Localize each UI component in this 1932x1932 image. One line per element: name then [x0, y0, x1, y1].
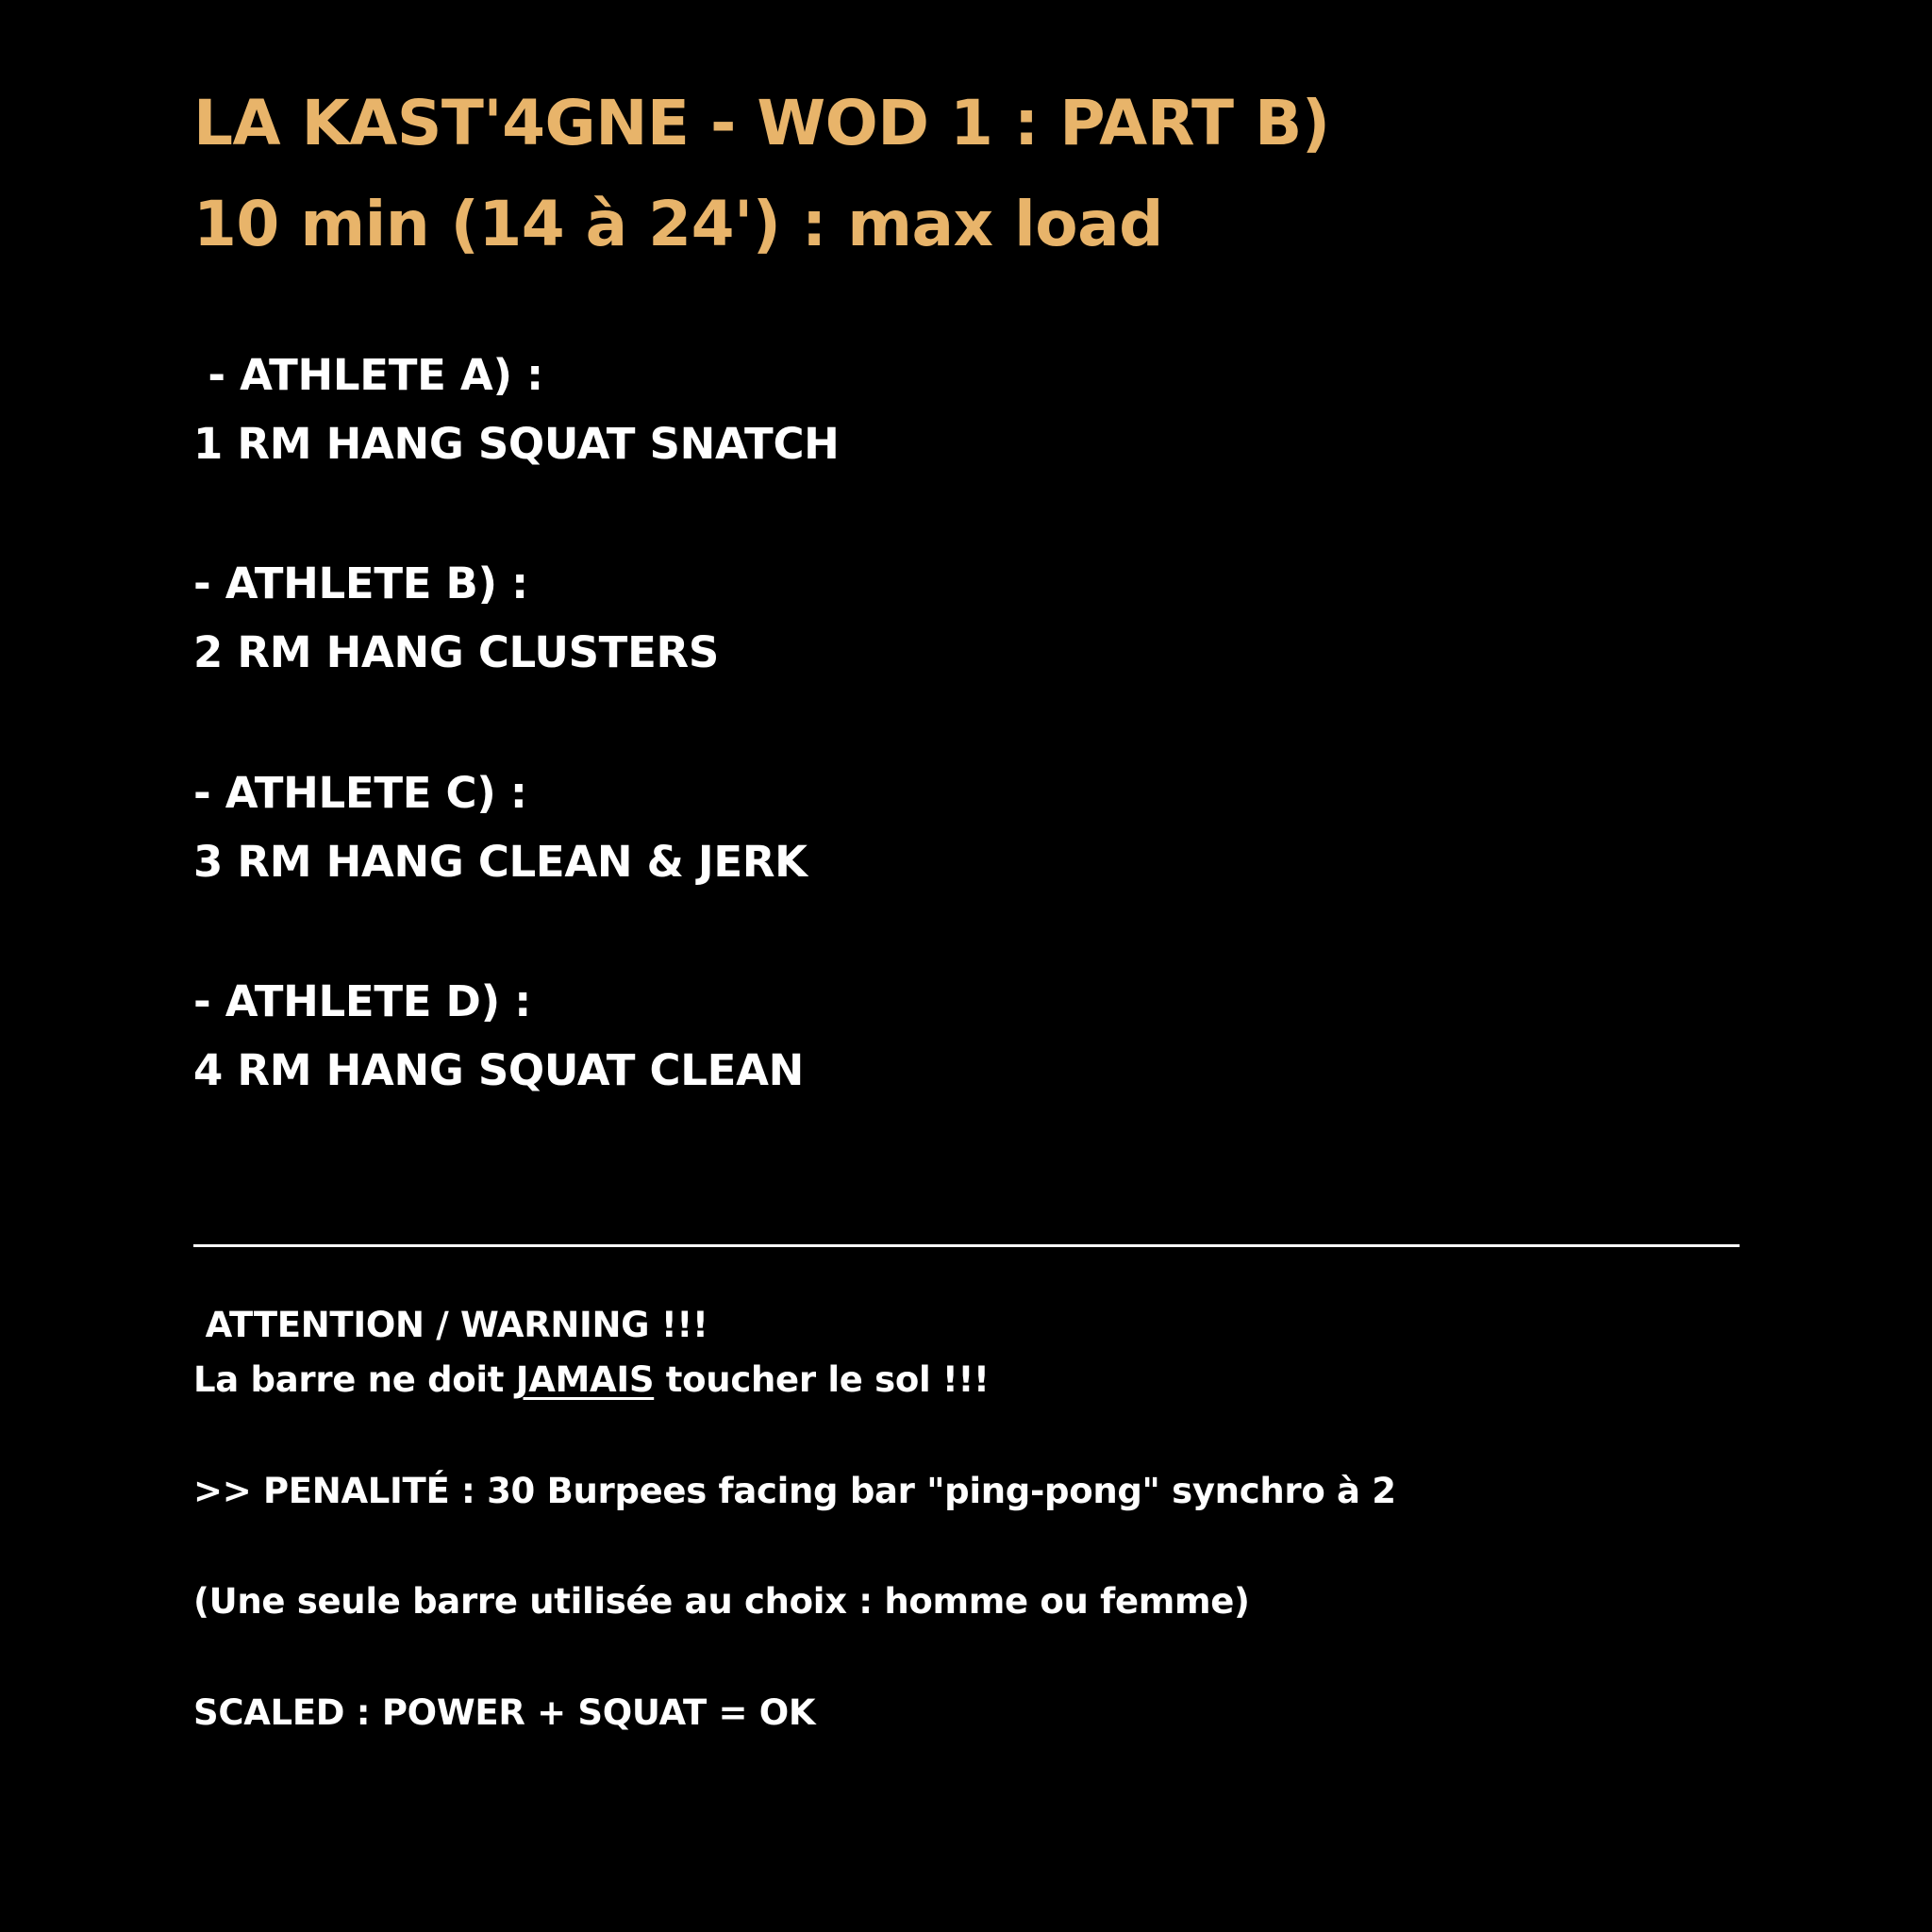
bar-note: (Une seule barre utilisée au choix : homme ou femme) — [193, 1581, 1250, 1622]
athlete-c-label: - ATHLETE C) : — [193, 768, 527, 818]
athlete-d-task: 4 RM HANG SQUAT CLEAN — [193, 1045, 804, 1095]
athlete-a-task: 1 RM HANG SQUAT SNATCH — [193, 419, 840, 469]
athlete-c-task: 3 RM HANG CLEAN & JERK — [193, 837, 808, 887]
scaled-note: SCALED : POWER + SQUAT = OK — [193, 1692, 816, 1733]
penalty-text: >> PENALITÉ : 30 Burpees facing bar "ping-pong" synchro à 2 — [193, 1471, 1396, 1511]
warning-rule-after: toucher le sol !!! — [654, 1359, 990, 1400]
athlete-d-label: - ATHLETE D) : — [193, 976, 531, 1026]
title-line-1: LA KAST'4GNE - WOD 1 : PART B) — [193, 87, 1330, 159]
athlete-a-label: - ATHLETE A) : — [193, 350, 543, 400]
warning-rule-before: La barre ne doit — [193, 1359, 516, 1400]
warning-rule — [193, 1359, 990, 1400]
athlete-b-task: 2 RM HANG CLUSTERS — [193, 627, 719, 677]
section-divider — [193, 1244, 1740, 1247]
title-line-2: 10 min (14 à 24') : max load — [193, 188, 1163, 260]
athlete-b-label: - ATHLETE B) : — [193, 558, 528, 608]
warning-heading: ATTENTION / WARNING !!! — [193, 1305, 708, 1345]
warning-rule-emphasis: JAMAIS — [515, 1359, 655, 1400]
